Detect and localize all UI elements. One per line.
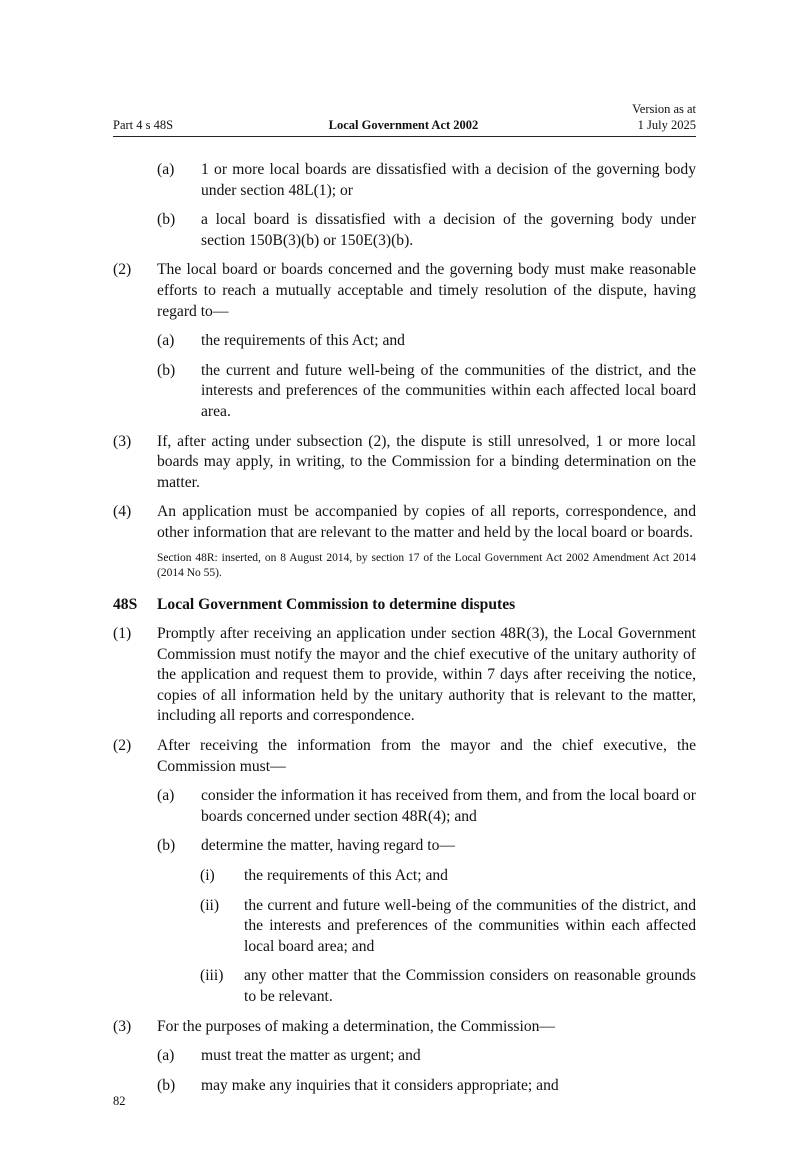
paragraph-item — [113, 210, 696, 251]
subsection-label: (3) — [113, 1017, 132, 1035]
subparagraph-text: the current and future well-being of the communities of the district, and the interests and preferences of the communities within each affected local board area; and — [244, 896, 696, 955]
main-content — [113, 160, 696, 1105]
subsection-text: An application must be accompanied by copies of all reports, correspondence, and other information that are relevant to the matter and held by the local board or boards. — [157, 503, 696, 541]
paragraph-item — [113, 786, 696, 827]
subparagraph-item — [113, 896, 696, 958]
subparagraph-label: (iii) — [200, 967, 224, 985]
paragraph-item — [113, 1046, 696, 1067]
subsection-text: After receiving the information from the mayor and the chief executive, the Commission must— — [157, 737, 696, 775]
subsection-label: (2) — [113, 261, 132, 279]
subparagraph-item — [113, 966, 696, 1007]
paragraph-text: determine the matter, having regard to— — [201, 837, 455, 855]
paragraph-item — [113, 1076, 696, 1097]
subparagraph-item — [113, 866, 696, 887]
paragraph-text: consider the information it has received from them, and from the local board or boards concerned under section 48R(4); and — [201, 787, 696, 825]
version-label: Version as at — [632, 102, 696, 116]
paragraph-item — [113, 836, 696, 857]
paragraph-text: may make any inquiries that it considers appropriate; and — [201, 1076, 559, 1094]
running-head-section-ref: Part 4 s 48S — [113, 118, 174, 132]
subparagraph-label: (i) — [200, 867, 215, 885]
subsection-label: (1) — [113, 625, 132, 643]
paragraph-text: 1 or more local boards are dissatisfied with a decision of the governing body under section 48L(1); or — [201, 161, 696, 199]
paragraph-text: must treat the matter as urgent; and — [201, 1047, 421, 1065]
subsection-text: For the purposes of making a determination, the Commission— — [157, 1017, 556, 1035]
version-date: 1 July 2025 — [637, 118, 696, 132]
paragraph-label: (b) — [157, 1076, 176, 1094]
paragraph-label: (a) — [157, 332, 175, 350]
subsection-item — [113, 260, 696, 322]
section-title: Local Government Commission to determine disputes — [157, 595, 516, 613]
paragraph-item — [113, 331, 696, 352]
paragraph-text: the requirements of this Act; and — [201, 332, 405, 350]
subsection-item — [113, 624, 696, 727]
subsection-label: (3) — [113, 432, 132, 450]
paragraph-label: (a) — [157, 161, 175, 178]
paragraph-text: the current and future well-being of the communities of the district, and the interests and preferences of the communities within each affected local board area. — [201, 361, 696, 420]
subsection-text: Promptly after receiving an application under section 48R(3), the Local Government Commission must notify the mayor and the chief executive of the unitary authority of the application and request them to provide, within 7 days after receiving the notice, copies of all information held by the unitary authority that is relevant to the matter, including all reports and correspondence. — [157, 625, 696, 725]
subparagraph-text: the requirements of this Act; and — [244, 867, 448, 885]
subsection-label: (2) — [113, 737, 132, 755]
running-head-act-title: Local Government Act 2002 — [328, 118, 479, 132]
subsection-item — [113, 432, 696, 494]
subsection-text: If, after acting under subsection (2), the dispute is still unresolved, 1 or more local boards may apply, in writing, to the Commission for a binding determination on the matter. — [157, 432, 696, 491]
paragraph-text: a local board is dissatisfied with a decision of the governing body under section 150B(3)(b) or 150E(3)(b). — [201, 211, 696, 249]
paragraph-label: (a) — [157, 787, 175, 805]
paragraph-label: (b) — [157, 837, 176, 855]
section-number: 48S — [113, 595, 138, 613]
paragraph-label: (b) — [157, 211, 176, 229]
paragraph-label: (b) — [157, 361, 176, 379]
subsection-text: The local board or boards concerned and the governing body must make reasonable efforts to reach a mutually acceptable and timely resolution of the dispute, having regard to— — [157, 261, 696, 320]
history-note: Section 48R: inserted, on 8 August 2014, by section 17 of the Local Government Act 2002 Amendment Act 2014 (2014 No 55). — [157, 551, 696, 579]
subsection-item — [113, 502, 696, 543]
paragraph-item — [113, 361, 696, 423]
subsection-label: (4) — [113, 503, 132, 521]
subsection-item — [113, 1017, 696, 1038]
page-number: 82 — [113, 1094, 126, 1108]
header-divider — [113, 136, 696, 137]
paragraph-label: (a) — [157, 1047, 175, 1065]
paragraph-item — [113, 160, 696, 201]
section-heading — [113, 595, 696, 616]
subparagraph-label: (ii) — [200, 896, 220, 914]
subsection-item — [113, 736, 696, 777]
subparagraph-text: any other matter that the Commission considers on reasonable grounds to be relevant. — [244, 967, 696, 1005]
